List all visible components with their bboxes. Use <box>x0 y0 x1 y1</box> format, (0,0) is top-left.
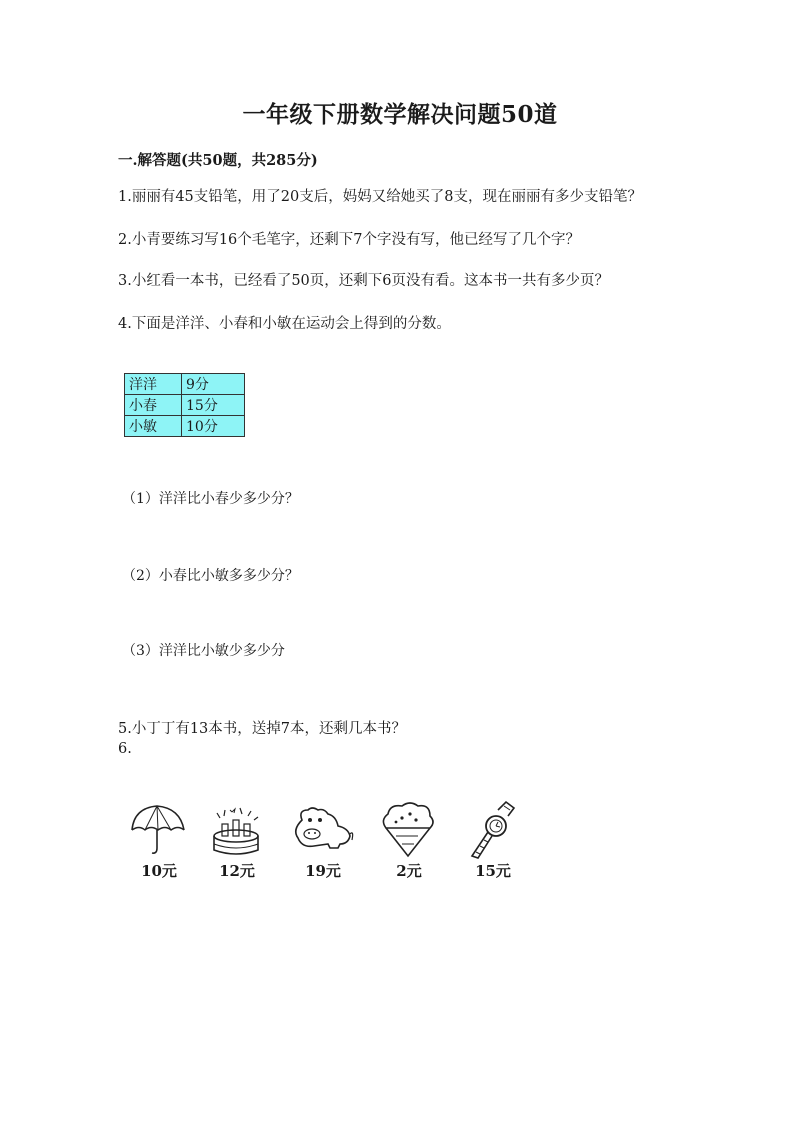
price-items-row <box>120 800 540 890</box>
ice-cream-icon <box>374 800 444 860</box>
question-5: 5.小丁丁有13本书，送掉7本，还剩几本书？ <box>118 721 407 737</box>
table-cell-score: 9分 <box>182 374 245 395</box>
table-cell-name: 洋洋 <box>125 374 182 395</box>
wristwatch-icon <box>458 800 528 860</box>
question-4: 4.下面是洋洋、小春和小敏在运动会上得到的分数。 <box>118 316 451 332</box>
question-4-sub-2: （2）小春比小敏多多少分？ <box>122 568 299 584</box>
question-1: 1.丽丽有45支铅笔，用了20支后，妈妈又给她买了8支，现在丽丽有多少支铅笔？ <box>118 189 642 205</box>
page-title: 一年级下册数学解决问题50道 <box>242 101 558 128</box>
price-label: 10元 <box>141 862 177 880</box>
price-item <box>458 800 528 890</box>
table-row <box>125 395 245 416</box>
price-item <box>288 800 358 890</box>
cake-icon <box>202 800 272 860</box>
table-cell-name: 小敏 <box>125 416 182 437</box>
hippo-toy-icon <box>288 800 358 860</box>
question-4-sub-3: （3）洋洋比小敏少多少分 <box>122 643 285 659</box>
umbrella-icon <box>124 800 194 860</box>
score-table <box>124 373 245 437</box>
table-row <box>125 374 245 395</box>
question-6: 6. <box>118 741 132 757</box>
price-label: 12元 <box>219 862 255 880</box>
section-heading: 一.解答题(共50题，共285分) <box>118 152 318 169</box>
price-label: 15元 <box>475 862 511 880</box>
question-3: 3.小红看一本书，已经看了50页，还剩下6页没有看。这本书一共有多少页？ <box>118 273 610 289</box>
price-label: 19元 <box>305 862 341 880</box>
table-cell-score: 15分 <box>182 395 245 416</box>
price-label: 2元 <box>396 862 422 880</box>
question-4-sub-1: （1）洋洋比小春少多少分？ <box>122 491 299 507</box>
price-item <box>374 800 444 890</box>
table-cell-score: 10分 <box>182 416 245 437</box>
price-item <box>124 800 194 890</box>
question-2: 2.小青要练习写16个毛笔字，还剩下7个字没有写，他已经写了几个字？ <box>118 232 581 248</box>
table-row <box>125 416 245 437</box>
table-cell-name: 小春 <box>125 395 182 416</box>
price-item <box>202 800 272 890</box>
